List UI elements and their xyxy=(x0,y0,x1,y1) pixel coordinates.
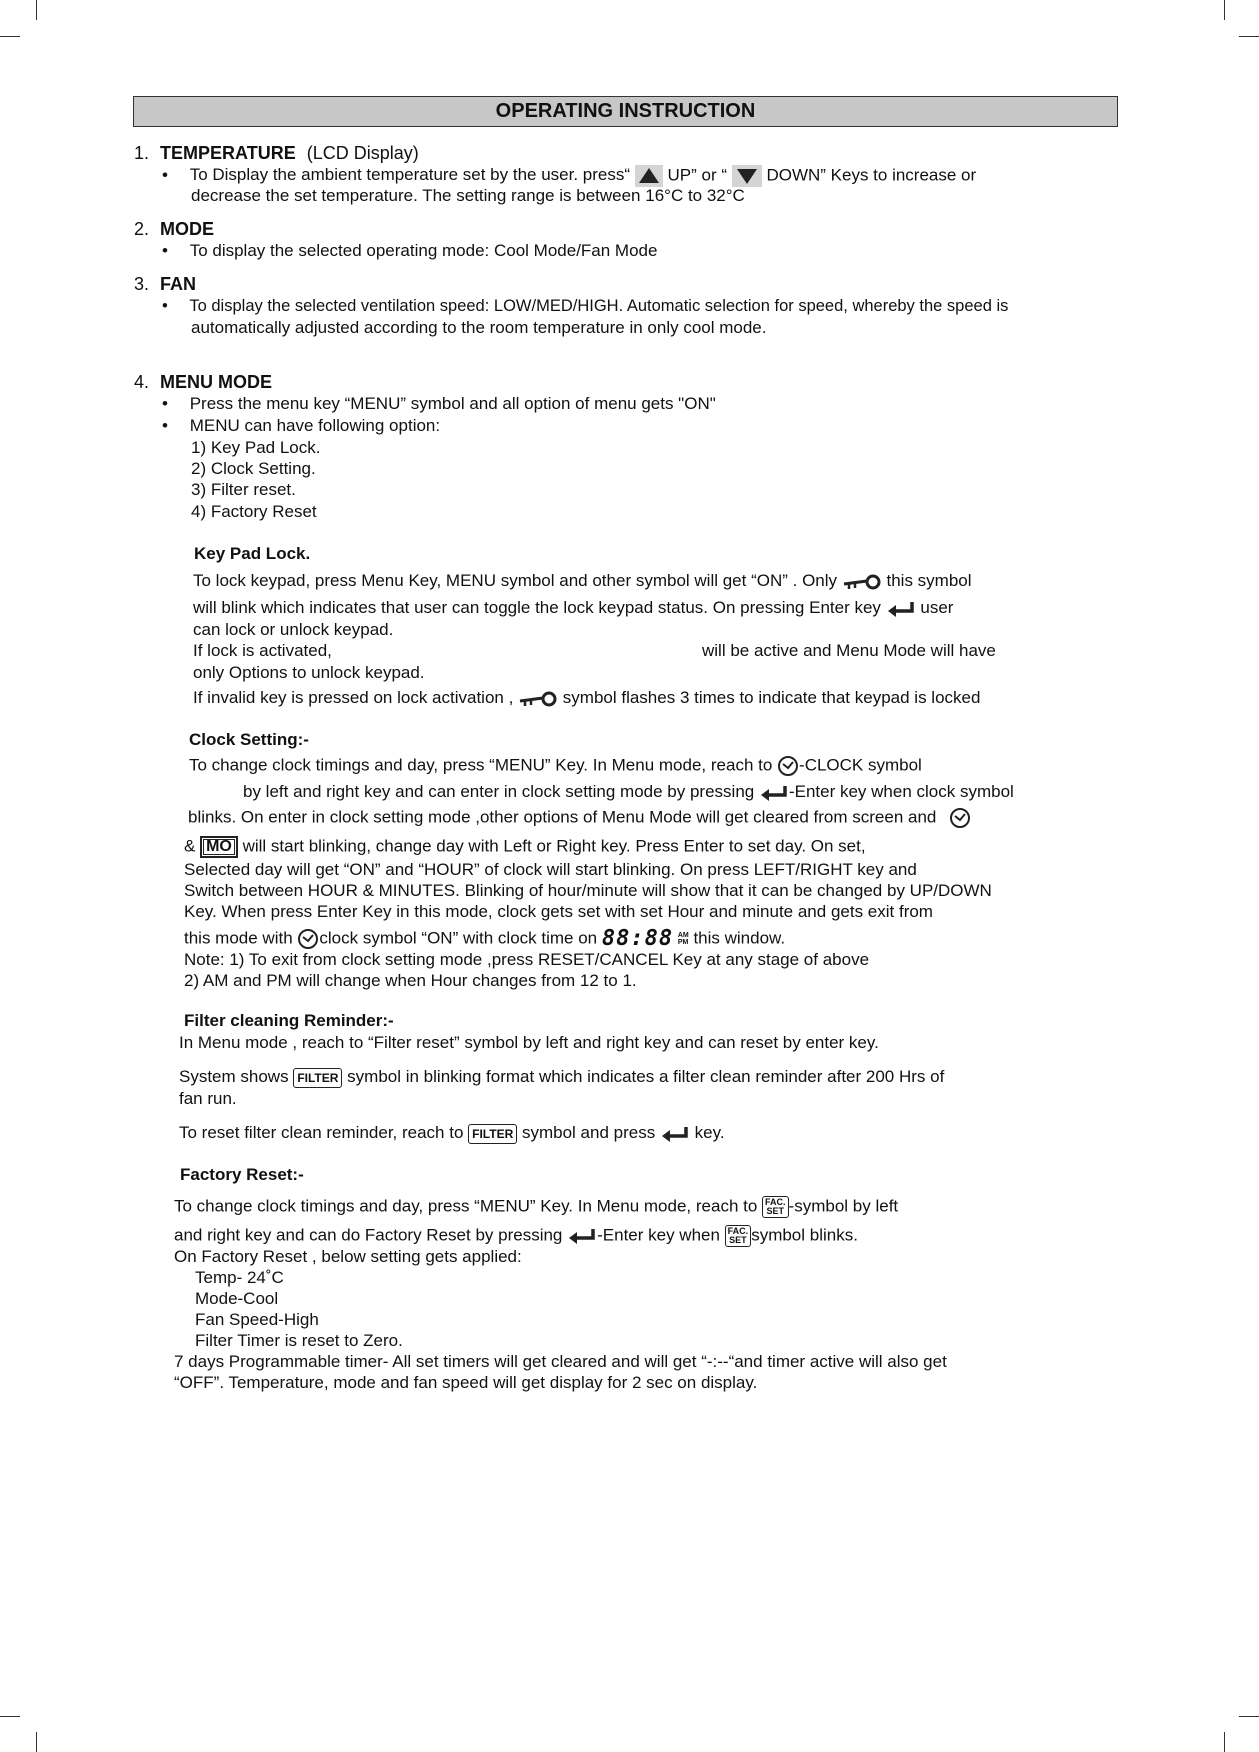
factory-line-3: On Factory Reset , below setting gets applied: xyxy=(174,1247,522,1266)
bullet-text: UP” or “ xyxy=(667,165,727,185)
section-title: FAN xyxy=(160,274,197,294)
clock-line-2 xyxy=(243,782,1014,802)
text: To reset filter clean reminder, reach to xyxy=(179,1123,469,1142)
crop-mark xyxy=(1224,1732,1225,1752)
bullet-icon: • xyxy=(162,241,168,260)
section-menu-heading xyxy=(134,372,272,392)
clock-icon xyxy=(949,807,971,829)
bullet-icon: • xyxy=(162,297,168,315)
factory-item: Mode-Cool xyxy=(195,1289,279,1308)
bullet-menu-2 xyxy=(162,416,440,436)
factory-line-4: 7 days Programmable timer- All set timers will get cleared and will get “-:--“and timer active will also get xyxy=(174,1352,947,1371)
page-title: OPERATING INSTRUCTION xyxy=(133,96,1118,127)
section-temperature-heading xyxy=(134,143,419,163)
text: & xyxy=(184,836,201,856)
factory-set-icon xyxy=(725,1225,752,1247)
section-title: MODE xyxy=(160,219,215,239)
text: symbol blinks. xyxy=(751,1225,858,1245)
text: To change clock timings and day, press “MENU” Key. In Menu mode, reach to xyxy=(189,755,778,775)
section-title: TEMPERATURE xyxy=(160,143,296,163)
clock-line-6: Switch between HOUR & MINUTES. Blinking of hour/minute will show that it can be changed by UP/DOWN xyxy=(184,881,992,900)
crop-mark xyxy=(36,1732,37,1752)
section-mode-heading xyxy=(134,219,214,239)
enter-key-icon xyxy=(759,784,789,802)
keypad-line-6 xyxy=(193,688,980,709)
crop-mark xyxy=(0,36,20,37)
keypad-heading: Key Pad Lock. xyxy=(194,544,311,563)
filter-icon: FILTER xyxy=(468,1124,517,1144)
keypad-line-4b: will be active and Menu Mode will have xyxy=(702,641,996,660)
fac-label: FAC. xyxy=(765,1197,786,1207)
text: If invalid key is pressed on lock activation , xyxy=(193,688,519,707)
text: key. xyxy=(689,1123,725,1142)
factory-line-1 xyxy=(174,1196,898,1218)
factory-line-5: “OFF”. Temperature, mode and fan speed will get display for 2 sec on display. xyxy=(174,1373,758,1392)
menu-option: 3) Filter reset. xyxy=(191,480,296,499)
text: -Enter key when xyxy=(597,1225,725,1245)
down-arrow-icon xyxy=(732,165,762,187)
enter-key-icon xyxy=(660,1125,690,1143)
crop-mark xyxy=(0,1716,20,1717)
clock-icon xyxy=(297,928,319,950)
bullet-text: To Display the ambient temperature set by the user. press“ xyxy=(189,165,631,185)
keypad-line-5: only Options to unlock keypad. xyxy=(193,663,425,682)
clock-line-1 xyxy=(189,755,922,777)
text: blinks. On enter in clock setting mode ,other options of Menu Mode will get cleared from screen and xyxy=(188,807,937,827)
factory-item: Fan Speed-High xyxy=(195,1310,319,1329)
bullet-menu-1 xyxy=(162,394,716,414)
clock-icon xyxy=(777,755,799,777)
set-label: SET xyxy=(729,1235,747,1245)
section-fan-heading xyxy=(134,274,196,294)
text: symbol flashes 3 times to indicate that keypad is locked xyxy=(562,688,981,707)
factory-line-2 xyxy=(174,1225,858,1247)
clock-note-1: Note: 1) To exit from clock setting mode ,press RESET/CANCEL Key at any stage of above xyxy=(184,950,870,969)
monday-icon: MO xyxy=(200,836,238,858)
clock-line-3 xyxy=(188,807,971,829)
bullet-temperature-1-cont: decrease the set temperature. The setting range is between 16°C to 32°C xyxy=(191,186,745,205)
clock-note-2: 2) AM and PM will change when Hour changes from 12 to 1. xyxy=(184,971,637,990)
text: by left and right key and can enter in clock setting mode by pressing xyxy=(243,782,759,801)
text: -CLOCK symbol xyxy=(799,755,922,775)
factory-set-icon xyxy=(762,1196,789,1218)
keypad-line-4a: If lock is activated, xyxy=(193,641,332,660)
am-pm-indicator xyxy=(678,932,689,946)
crop-mark xyxy=(1224,0,1225,20)
text: this symbol xyxy=(886,571,972,590)
clock-line-7: Key. When press Enter Key in this mode, clock gets set with set Hour and minute and gets exit from xyxy=(184,902,933,921)
text: To lock keypad, press Menu Key, MENU symbol and other symbol will get “ON” . Only xyxy=(193,571,842,590)
up-arrow-icon xyxy=(635,165,663,187)
bullet-text: MENU can have following option: xyxy=(189,416,441,435)
filter-line-2 xyxy=(179,1067,944,1088)
text: To change clock timings and day, press “MENU” Key. In Menu mode, reach to xyxy=(174,1196,763,1216)
crop-mark xyxy=(36,0,37,20)
bullet-icon: • xyxy=(162,416,168,435)
bullet-mode-1 xyxy=(162,241,657,261)
menu-option: 2) Clock Setting. xyxy=(191,459,316,478)
text: clock symbol “ON” with clock time on xyxy=(319,928,602,948)
section-number: 3. xyxy=(134,274,150,294)
enter-key-icon xyxy=(567,1227,597,1245)
bullet-fan-1 xyxy=(162,296,1008,316)
set-label: SET xyxy=(766,1206,785,1216)
bullet-text: To display the selected operating mode: Cool Mode/Fan Mode xyxy=(189,241,658,260)
crop-mark xyxy=(1239,1716,1259,1717)
text: this mode with xyxy=(184,928,298,948)
keypad-line-1 xyxy=(193,571,972,592)
clock-line-5: Selected day will get “ON” and “HOUR” of clock will start blinking. On press LEFT/RIGHT key and xyxy=(184,860,917,879)
filter-line-4 xyxy=(179,1123,725,1144)
text: user xyxy=(920,598,954,617)
key-icon xyxy=(518,689,558,709)
section-title: MENU MODE xyxy=(160,372,273,392)
text: will blink which indicates that user can toggle the lock keypad status. On pressing Enter key xyxy=(193,598,886,617)
key-icon xyxy=(842,572,882,592)
text: symbol and press xyxy=(521,1123,656,1142)
pm-label: PM xyxy=(677,939,689,946)
text: this window. xyxy=(693,928,786,948)
section-number: 2. xyxy=(134,219,150,239)
factory-item: Temp- 24˚C xyxy=(195,1268,284,1287)
clock-heading: Clock Setting:- xyxy=(189,730,309,749)
keypad-line-3: can lock or unlock keypad. xyxy=(193,620,394,639)
bullet-text: To display the selected ventilation speed: LOW/MED/HIGH. Automatic selection for speed, whereby the speed is xyxy=(189,297,1009,315)
fac-label: FAC. xyxy=(727,1226,749,1236)
bullet-fan-1-cont: automatically adjusted according to the room temperature in only cool mode. xyxy=(191,318,767,337)
bullet-icon: • xyxy=(162,394,168,413)
text: -Enter key when clock symbol xyxy=(788,782,1014,801)
filter-icon: FILTER xyxy=(293,1068,342,1088)
bullet-text: DOWN” Keys to increase or xyxy=(766,165,977,185)
clock-display: 88:88 xyxy=(601,926,674,951)
bullet-icon: • xyxy=(162,165,168,185)
text: symbol in blinking format which indicates a filter clean reminder after 200 Hrs of xyxy=(347,1067,945,1086)
keypad-line-2 xyxy=(193,598,953,618)
enter-key-icon xyxy=(886,600,916,618)
clock-line-4 xyxy=(184,836,866,858)
clock-line-8 xyxy=(184,928,785,950)
bullet-temperature-1 xyxy=(162,165,976,187)
filter-line-3: fan run. xyxy=(179,1089,237,1108)
factory-item: Filter Timer is reset to Zero. xyxy=(195,1331,403,1350)
menu-option: 1) Key Pad Lock. xyxy=(191,438,321,457)
text: and right key and can do Factory Reset by pressing xyxy=(174,1225,568,1245)
text: will start blinking, change day with Left or Right key. Press Enter to set day. On set, xyxy=(242,836,866,856)
bullet-text: Press the menu key “MENU” symbol and all option of menu gets "ON" xyxy=(189,394,716,413)
crop-mark xyxy=(1239,36,1259,37)
menu-option: 4) Factory Reset xyxy=(191,502,317,521)
filter-heading: Filter cleaning Reminder:- xyxy=(184,1011,394,1030)
text: System shows xyxy=(179,1067,294,1086)
section-number: 4. xyxy=(134,372,150,392)
text: -symbol by left xyxy=(788,1196,899,1216)
factory-heading: Factory Reset:- xyxy=(180,1165,304,1184)
section-number: 1. xyxy=(134,143,150,163)
am-label: AM xyxy=(677,932,689,939)
filter-line-1: In Menu mode , reach to “Filter reset” symbol by left and right key and can reset by enter key. xyxy=(179,1033,879,1052)
section-subtitle: (LCD Display) xyxy=(306,143,419,163)
